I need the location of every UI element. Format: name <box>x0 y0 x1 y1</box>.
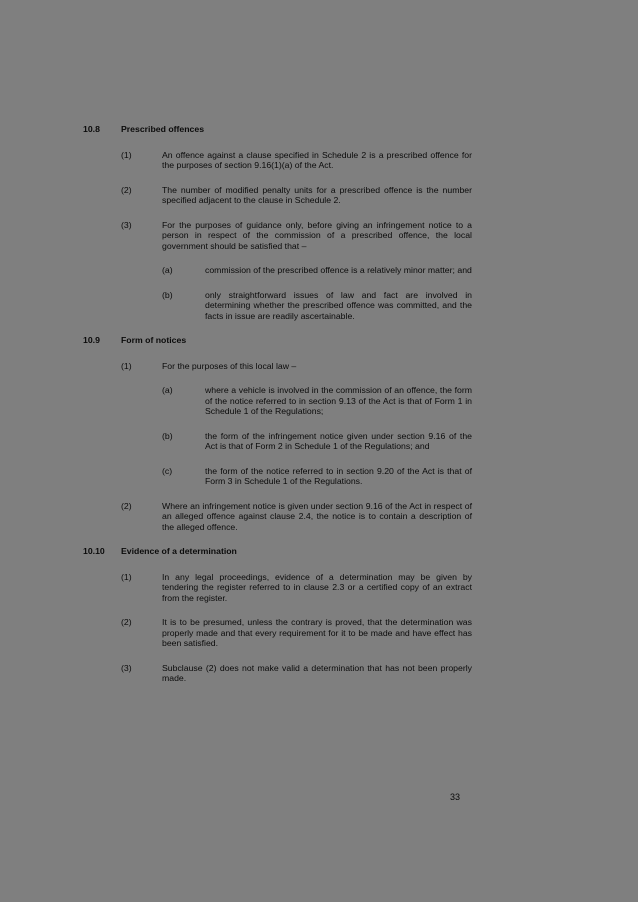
subclause-marker: (a) <box>162 385 173 395</box>
clause-marker: (1) <box>121 360 132 371</box>
subclause-marker: (a) <box>162 265 173 275</box>
section-heading <box>83 335 472 346</box>
document-section <box>83 546 472 684</box>
subclause-marker: (b) <box>162 430 173 441</box>
subclause-text: the form of the notice referred to in section 9.20 of the Act is that of Form 3 in Schedule 1 of the Regulations. <box>205 465 472 486</box>
clause-marker: (1) <box>121 149 132 160</box>
clause-marker: (3) <box>121 662 132 673</box>
clause-item <box>121 185 472 206</box>
clause-row <box>121 185 472 206</box>
item-subitems <box>162 265 472 321</box>
clause-marker: (2) <box>121 184 132 195</box>
clause-text: For the purposes of guidance only, before giving an infringement notice to a person in respect of the commission of a prescribed offence, the local government should be satisfied that – <box>162 219 472 251</box>
clause-text: It is to be presumed, unless the contrary is proved, that the determination was properly made and that every requirement for it to be made and have effect has been satisfied. <box>162 617 472 648</box>
subclause-text: commission of the prescribed offence is a relatively minor matter; and <box>205 265 472 275</box>
section-number: 10.10 <box>83 546 105 556</box>
clause-text: An offence against a clause specified in Schedule 2 is a prescribed offence for the purposes of section 9.16(1)(a) of the Act. <box>162 149 472 170</box>
section-items <box>83 572 472 684</box>
clause-row <box>121 663 472 684</box>
clause-item <box>121 220 472 322</box>
subclause-row <box>162 431 472 452</box>
clause-item <box>121 501 472 533</box>
subclause-row <box>162 290 472 322</box>
subclause-row <box>162 265 472 276</box>
clause-text: For the purposes of this local law – <box>162 360 297 371</box>
subclause-row <box>162 385 472 417</box>
document-section <box>83 124 472 321</box>
clause-item <box>121 617 472 649</box>
clause-row <box>121 572 472 604</box>
clause-marker: (3) <box>121 219 132 230</box>
clause-row <box>121 361 472 372</box>
clause-text: In any legal proceedings, evidence of a determination may be given by tendering the register referred to in clause 2.3 or a certified copy of an extract from the register. <box>162 571 472 603</box>
document-section <box>83 335 472 532</box>
subclause-text: the form of the infringement notice given under section 9.16 of the Act is that of Form 2 in Schedule 1 of the Regulations; and <box>205 430 472 451</box>
section-number: 10.8 <box>83 124 100 134</box>
section-number: 10.9 <box>83 335 100 345</box>
clause-text: Subclause (2) does not make valid a determination that has not been properly made. <box>162 662 472 683</box>
item-subitems <box>162 385 472 487</box>
clause-text: Where an infringement notice is given under section 9.16 of the Act in respect of an alleged offence against clause 2.4, the notice is to contain a description of the alleged offence. <box>162 500 472 532</box>
subclause-row <box>162 466 472 487</box>
clause-item <box>121 663 472 684</box>
section-items <box>83 361 472 533</box>
page-number: 33 <box>450 792 461 802</box>
clause-marker: (1) <box>121 571 132 582</box>
subclause-marker: (b) <box>162 289 173 300</box>
document-content <box>83 124 472 698</box>
subclause-text: only straightforward issues of law and fact are involved in determining whether the prescribed offence was committed, and the facts in issue are readily ascertainable. <box>205 289 472 321</box>
clause-marker: (2) <box>121 500 132 511</box>
clause-item <box>121 361 472 487</box>
clause-text: The number of modified penalty units for a prescribed offence is the number specified adjacent to the clause in Schedule 2. <box>162 184 472 205</box>
clause-row <box>121 150 472 171</box>
section-heading <box>83 546 472 557</box>
clause-item <box>121 572 472 604</box>
subclause-marker: (c) <box>162 465 173 476</box>
subclause-text: where a vehicle is involved in the commission of an offence, the form of the notice referred to in section 9.13 of the Act is that of Form 1 in Schedule 1 of the Regulations; <box>205 385 472 416</box>
clause-row <box>121 501 472 533</box>
section-title: Evidence of a determination <box>121 546 237 556</box>
clause-marker: (2) <box>121 617 132 627</box>
section-items <box>83 150 472 322</box>
section-heading <box>83 124 472 135</box>
section-title: Prescribed offences <box>121 124 205 134</box>
clause-row <box>121 220 472 252</box>
section-title: Form of notices <box>121 335 187 345</box>
clause-item <box>121 150 472 171</box>
clause-row <box>121 617 472 649</box>
